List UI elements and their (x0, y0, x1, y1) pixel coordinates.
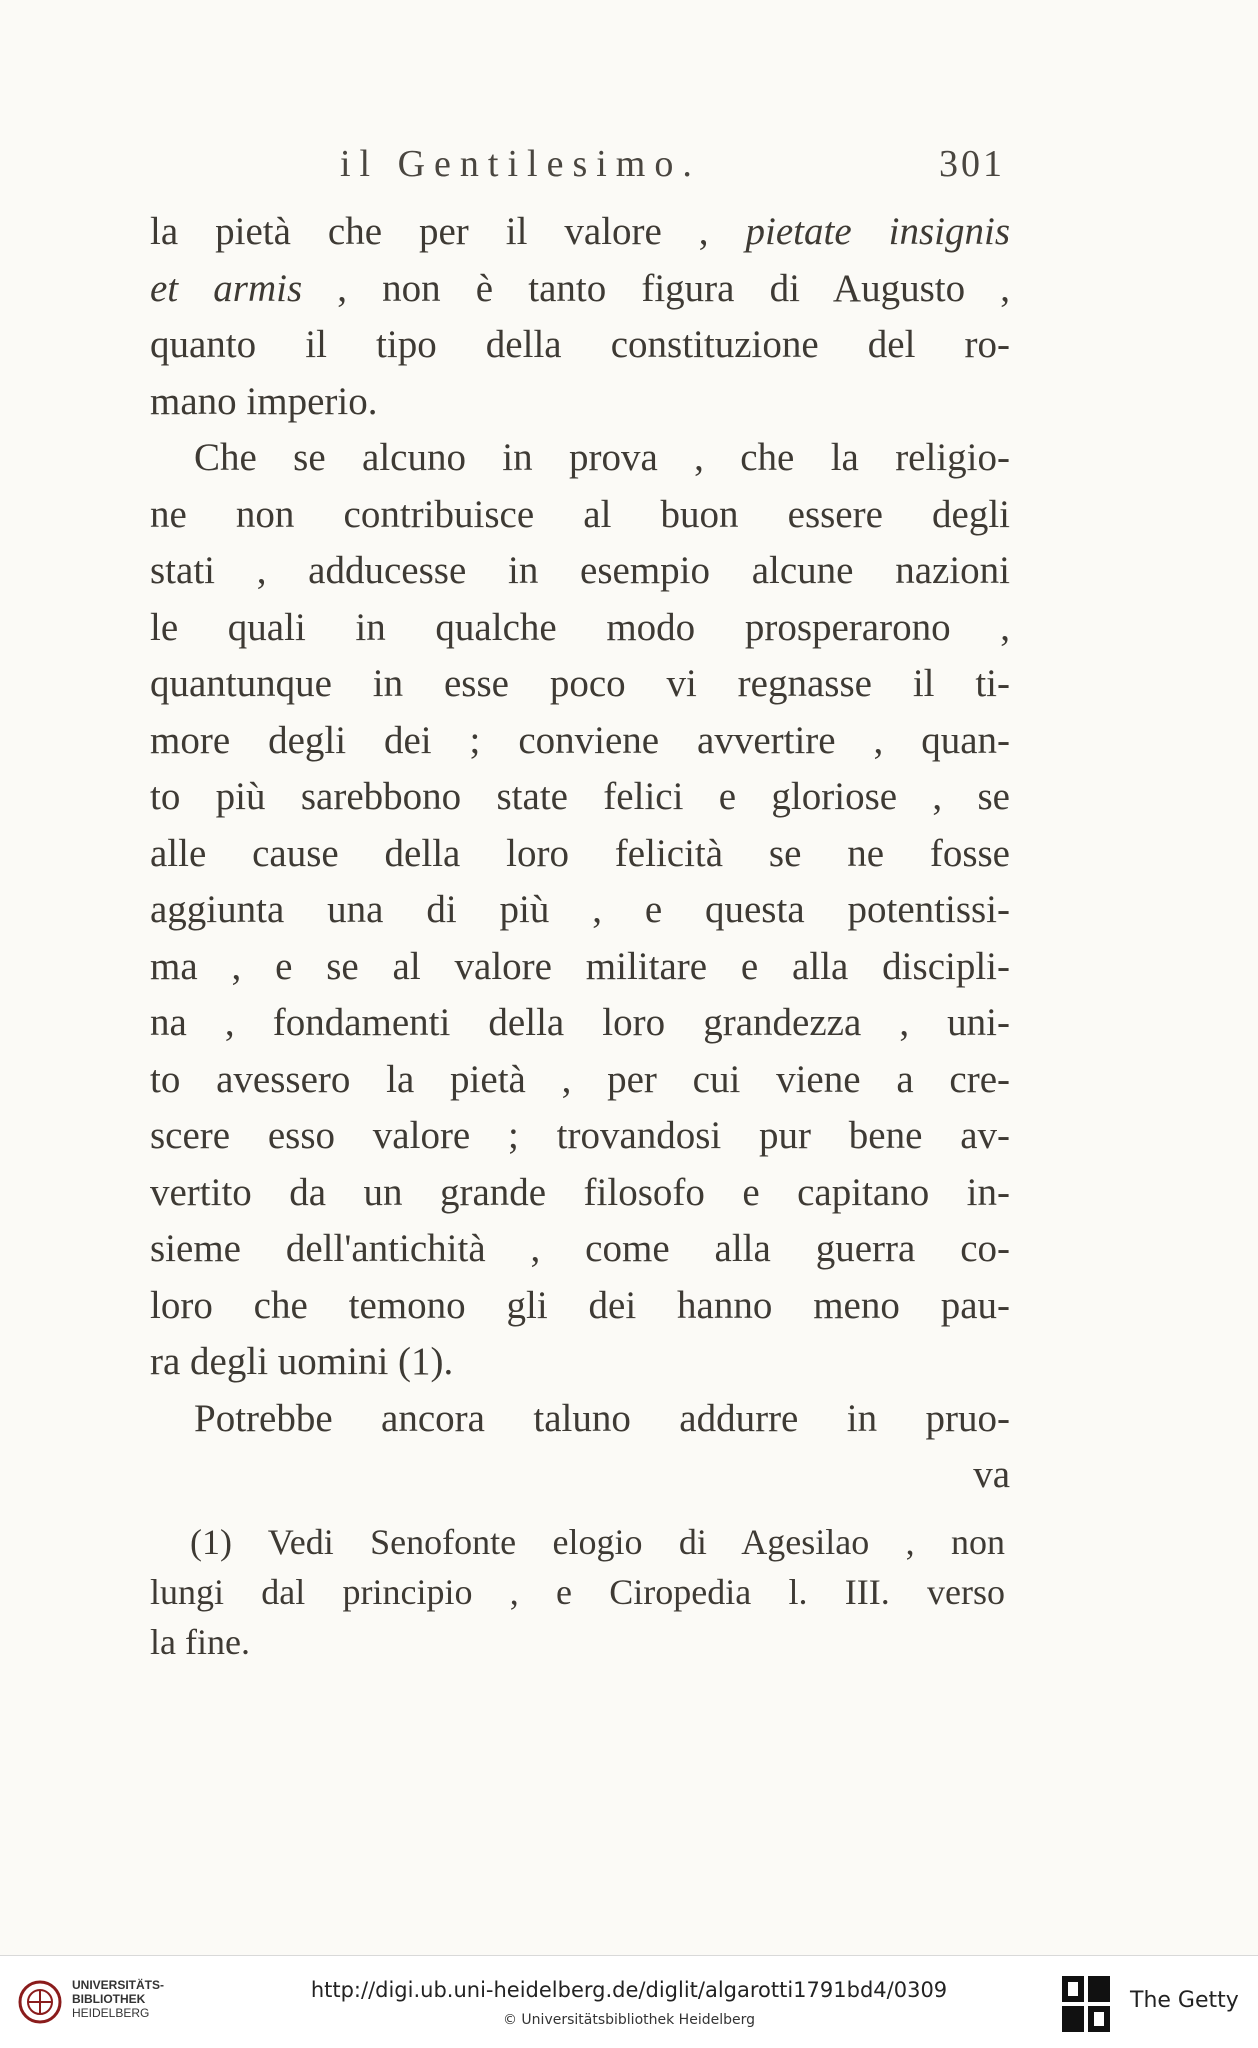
text-line: quanto il tipo della constituzione del ro- (150, 323, 1010, 366)
text-line: ra degli uomini (1). (150, 1340, 454, 1383)
footnote-line: lungi dal principio , e Ciropedia l. III. verso (150, 1572, 1005, 1612)
library-name-line: UNIVERSITÄTS- (72, 1978, 165, 1992)
text-line: to avessero la pietà , per cui viene a cre- (150, 1057, 1010, 1101)
body-text (150, 204, 1010, 1504)
text-run: la pietà che per il valore , (150, 210, 746, 253)
text-line: na , fondamenti della loro grandezza , uni- (150, 1001, 1010, 1044)
text-line: scere esso valore ; trovandosi pur bene av- (150, 1114, 1010, 1157)
library-name-line: BIBLIOTHEK (72, 1992, 146, 2006)
library-name-line: HEIDELBERG (72, 2006, 150, 2020)
page-header (340, 142, 1005, 192)
footnote-line: la fine. (150, 1622, 250, 1662)
text-line: ma , e se al valore militare e alla discipli- (150, 944, 1010, 988)
text-line: vertito da un grande filosofo e capitano in- (150, 1170, 1010, 1214)
running-title: il Gentilesimo. (340, 143, 701, 185)
footnote (150, 1517, 1005, 1667)
text-line: stati , adducesse in esempio alcune nazioni (150, 549, 1010, 592)
text-line: aggiunta una di più , e questa potentissi- (150, 888, 1010, 931)
text-line (150, 261, 1010, 318)
text-line: le quali in qualche modo prosperarono , (150, 605, 1010, 649)
viewer-footer (0, 1955, 1258, 2048)
text-line: to più sarebbono state felici e gloriose , se (150, 775, 1010, 818)
latin-quote: pietate insignis (745, 210, 1010, 253)
text-line: Potrebbe ancora taluno addurre in pruo- (194, 1396, 1010, 1440)
text-line: ne non contribuisce al buon essere degli (150, 492, 1010, 536)
text-line: loro che temono gli dei hanno meno pau- (150, 1283, 1010, 1327)
copyright-notice: © Universitätsbibliothek Heidelberg (502, 2012, 755, 2028)
text-line: quantunque in esse poco vi regnasse il ti- (150, 662, 1010, 705)
text-line: sieme dell'antichità , come alla guerra co- (150, 1227, 1010, 1270)
text-line: mano imperio. (150, 379, 378, 423)
text-line: more degli dei ; conviene avvertire , quan- (150, 718, 1010, 762)
text-line: Che se alcuno in prova , che la religio- (194, 436, 1010, 479)
permalink-url[interactable]: http://digi.ub.uni-heidelberg.de/diglit/algarotti1791bd4/0309 (310, 1978, 948, 2002)
text-run: , non è tanto figura di Augusto , (302, 266, 1010, 310)
text-line: alle cause della loro felicità se ne fosse (150, 831, 1010, 875)
partner-name: The Getty (1130, 1988, 1239, 2013)
catchword: va (973, 1453, 1010, 1496)
text-line (150, 204, 1010, 261)
latin-quote: et armis (150, 266, 303, 310)
page-number: 301 (939, 143, 1005, 185)
getty-logo-icon (1060, 1974, 1112, 2034)
footnote-line: (1) Vedi Senofonte elogio di Agesilao , non (190, 1522, 1005, 1562)
